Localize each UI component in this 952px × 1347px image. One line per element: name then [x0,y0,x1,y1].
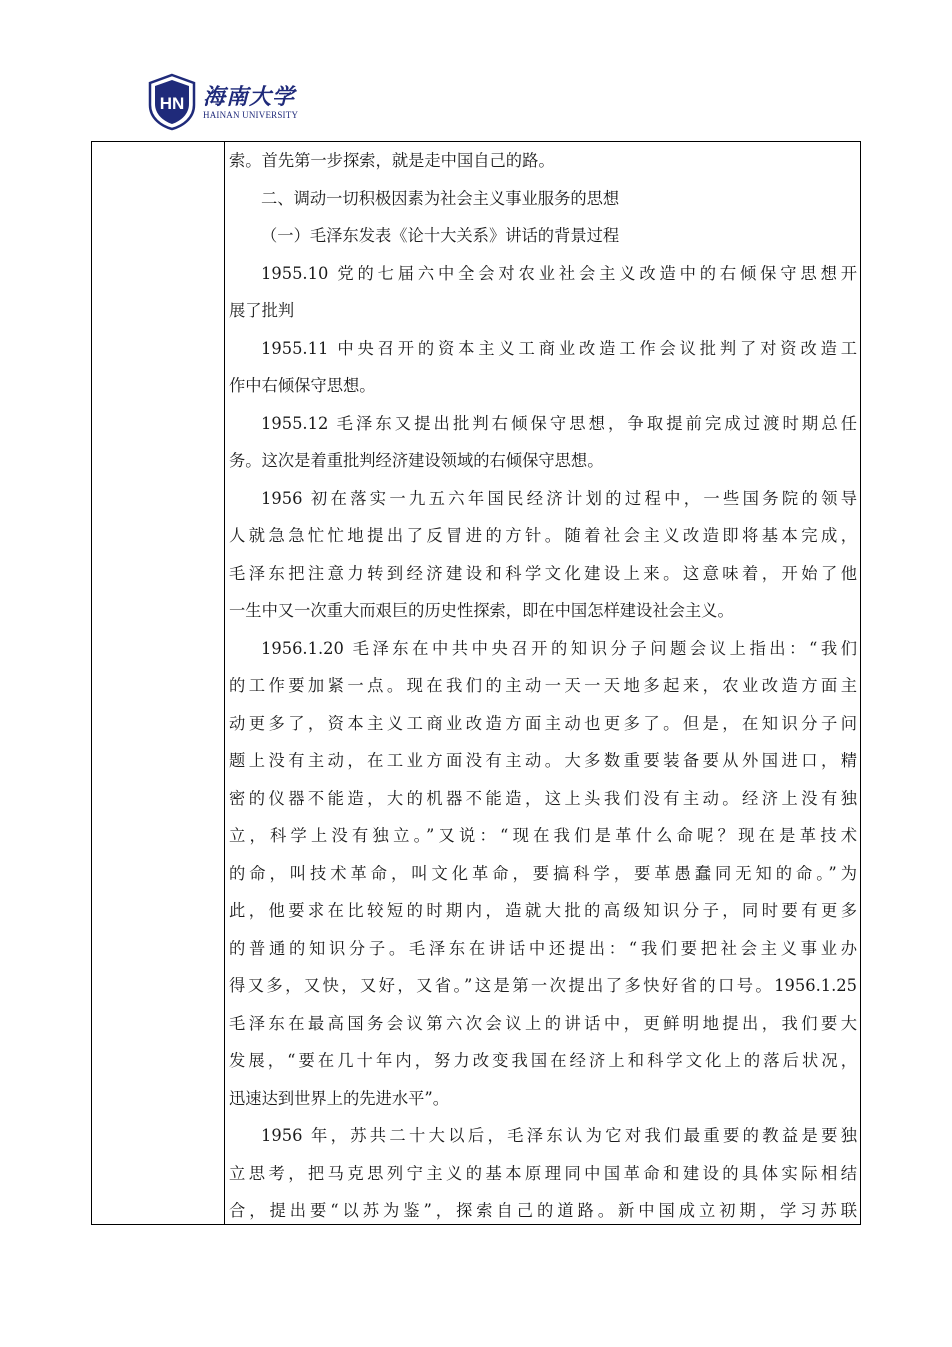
text-line: 得又多，又快，又好，又省。”这是第一次提出了多快好省的口号。1956.1.25 [229,976,857,995]
section-heading: 二、调动一切积极因素为社会主义事业服务的思想 [261,188,620,208]
text-line: 1955.12 毛泽东又提出批判右倾保守思想，争取提前完成过渡时期总任 [261,413,857,433]
text-line: 发展，“要在几十年内，努力改变我国在经济上和科学文化上的落后状况， [229,1051,857,1070]
text-line: 动更多了，资本主义工商业改造方面主动也更多了。但是，在知识分子问 [229,713,857,733]
text-line: 迅速达到世界上的先进水平”。 [229,1088,449,1108]
text-line: 题上没有主动，在工业方面没有主动。大多数重要装备要从外国进口，精 [229,751,857,770]
text-line: 毛泽东在最高国务会议第六次会议上的讲话中，更鲜明地提出，我们要大 [229,1013,857,1033]
column-divider [224,142,225,1224]
text-line: 此，他要求在比较短的时期内，造就大批的高级知识分子，同时要有更多 [229,901,857,920]
page-header [147,70,298,134]
text-line: 的命，叫技术革命，叫文化革命，要搞科学，要革愚蠢同无知的命。”为 [229,863,857,883]
logo-chinese-text: 海南大学 [203,83,296,110]
text-line: 1955.11 中央召开的资本主义工商业改造工作会议批判了对资改造工 [261,338,857,358]
content-table [91,141,861,1225]
text-line: 一生中又一次重大而艰巨的历史性探索，即在中国怎样建设社会主义。 [229,601,734,620]
text-line: 展了批判 [229,301,295,320]
text-line: 的工作要加紧一点。现在我们的主动一天一天地多起来，农业改造方面主 [229,676,857,695]
text-line: 密的仪器不能造，大的机器不能造，这上头我们没有主动。经济上没有独 [229,788,857,808]
text-line: 毛泽东把注意力转到经济建设和科学文化建设上来。这意味着，开始了他 [229,563,857,583]
brand-block [203,84,298,121]
text-line: 的普通的知识分子。毛泽东在讲话中还提出：“我们要把社会主义事业办 [229,938,857,958]
text-line: 立，科学上没有独立。”又说：“现在我们是革什么命呢？现在是革技术 [229,826,857,845]
text-line: 索。首先第一步探索，就是走中国自己的路。 [229,151,555,170]
text-line: 立思考，把马克思列宁主义的基本原理同中国革命和建设的具体实际相结 [229,1163,857,1183]
text-line: 合，提出要“以苏为鉴”，探索自己的道路。新中国成立初期，学习苏联 [229,1201,857,1220]
university-seal-icon [147,73,197,131]
text-column [229,142,857,1230]
logo-english-text: HAINAN UNIVERSITY [203,109,299,120]
text-line: 人就急急忙忙地提出了反冒进的方针。随着社会主义改造即将基本完成， [229,526,857,545]
text-line: 务。这次是着重批判经济建设领域的右倾保守思想。 [229,451,604,470]
text-line: 1955.10 党的七届六中全会对农业社会主义改造中的右倾保守思想开 [261,263,857,283]
text-line: 1956.1.20 毛泽东在中共中央召开的知识分子问题会议上指出：“我们 [261,638,857,658]
seal-letters: HN [159,94,185,113]
text-line: 作中右倾保守思想。 [229,376,376,395]
text-line: 1956 初在落实一九五六年国民经济计划的过程中，一些国务院的领导 [261,488,857,508]
subsection-heading: （一）毛泽东发表《论十大关系》讲话的背景过程 [261,226,620,245]
text-line: 1956 年，苏共二十大以后，毛泽东认为它对我们最重要的教益是要独 [261,1126,857,1145]
